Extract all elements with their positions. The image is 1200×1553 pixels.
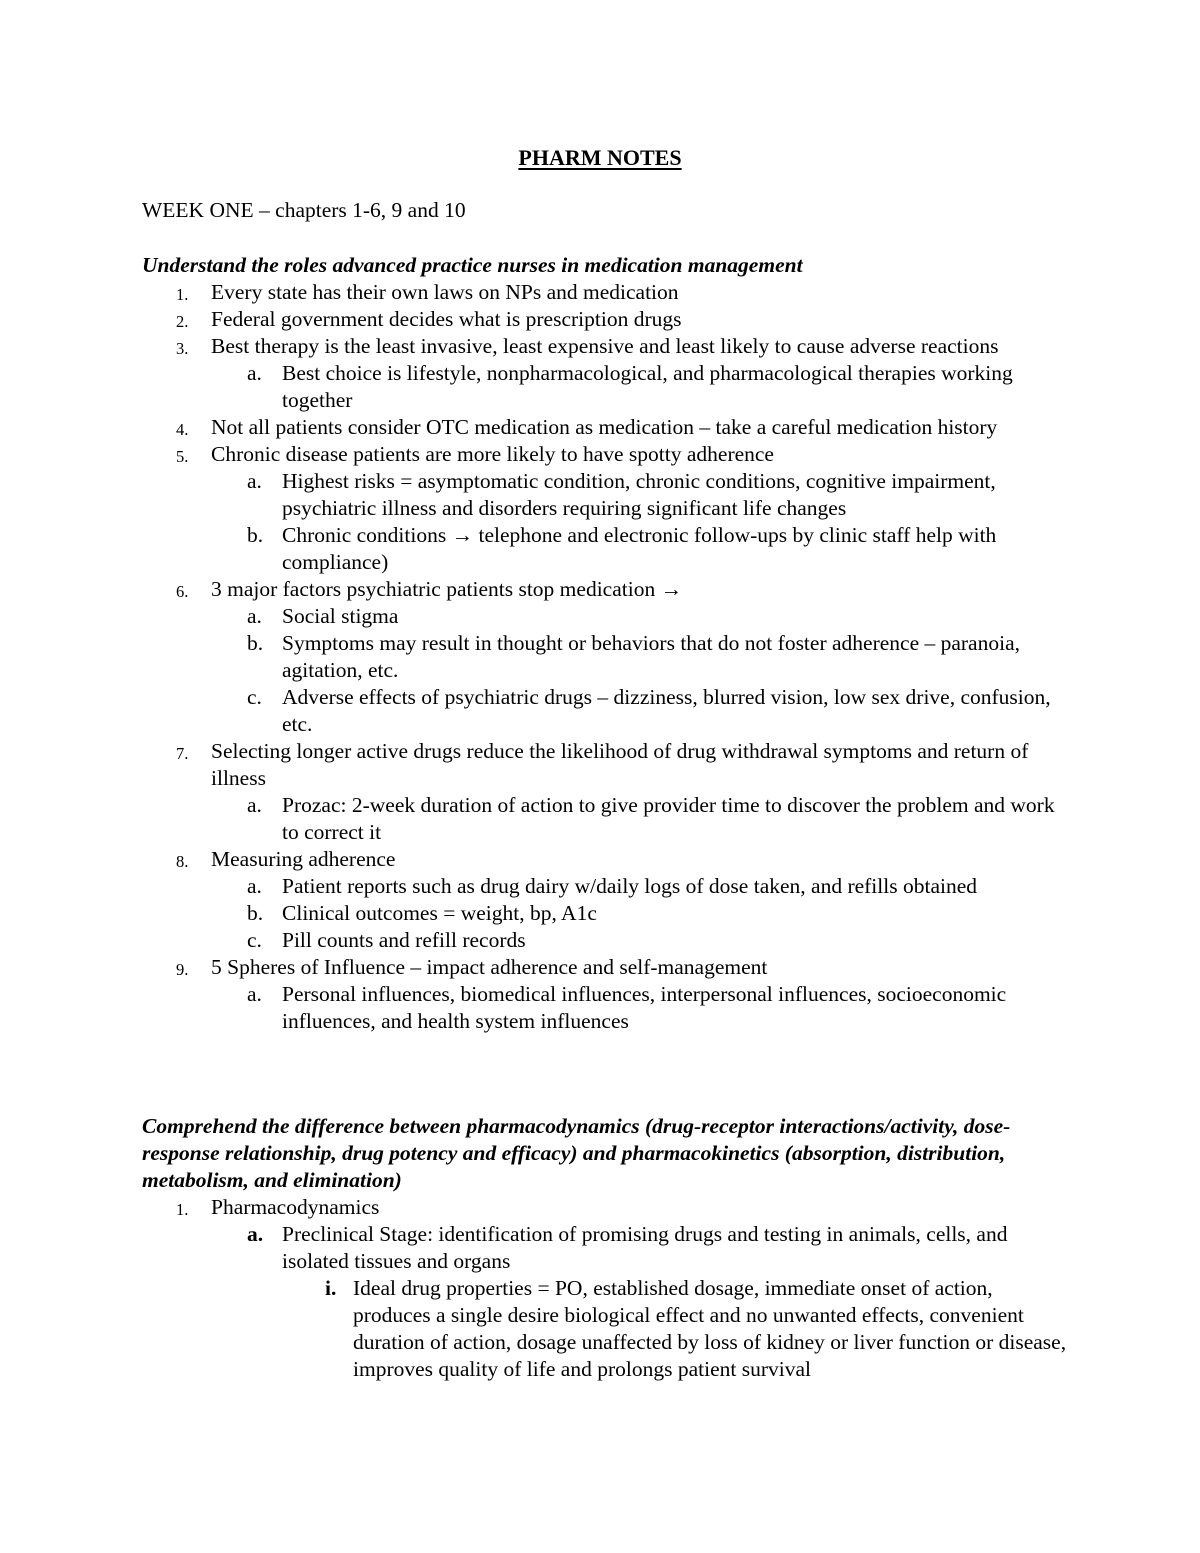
list-item-text: Not all patients consider OTC medication as medication – take a careful medication history <box>211 415 998 439</box>
list-marker: 2. <box>176 312 189 331</box>
sub-list-item <box>142 522 1072 576</box>
list-marker: c. <box>247 928 262 952</box>
list-item-text: Best therapy is the least invasive, least expensive and least likely to cause adverse reactions <box>211 334 999 358</box>
list-item-text: Pill counts and refill records <box>282 928 526 952</box>
list-item <box>142 333 1072 360</box>
list-item-text: Pharmacodynamics <box>211 1195 380 1219</box>
section-heading: Comprehend the difference between pharmacodynamics (drug-receptor interactions/activity, dose-response relationship, drug potency and efficacy) and pharmacokinetics (absorption, distribution, metabolism, and elimination) <box>142 1114 1011 1192</box>
list-marker: a. <box>247 361 262 385</box>
list-marker: a. <box>247 793 262 817</box>
list-item-text: Prozac: 2-week duration of action to give provider time to discover the problem and work to correct it <box>282 793 1055 844</box>
list-item-text: Best choice is lifestyle, nonpharmacological, and pharmacological therapies working together <box>282 361 1013 412</box>
section-heading: Understand the roles advanced practice nurses in medication management <box>142 253 803 277</box>
section-roles <box>142 252 1072 1035</box>
list-marker: c. <box>247 685 262 709</box>
sub-list-item <box>142 468 1072 522</box>
list-item <box>142 306 1072 333</box>
sub-list-item <box>142 873 1072 900</box>
sub-list-item <box>142 792 1072 846</box>
list-item-text: Ideal drug properties = PO, established dosage, immediate onset of action, produces a single desire biological effect and no unwanted effects, convenient duration of action, dosage unaffected by loss of kidney or liver function or disease, improves quality of life and prolongs patient survival <box>353 1276 1067 1381</box>
list-marker: a. <box>247 1222 264 1246</box>
document-title: PHARM NOTES <box>518 145 682 170</box>
list-marker: 3. <box>176 339 189 358</box>
list-marker: b. <box>247 523 264 547</box>
list-marker: b. <box>247 901 264 925</box>
list-item <box>142 441 1072 468</box>
list-marker: 9. <box>176 960 189 979</box>
list-marker: 7. <box>176 744 189 763</box>
list-marker: 1. <box>176 285 189 304</box>
sub-list-item <box>142 630 1072 684</box>
list-marker: 1. <box>176 1200 189 1219</box>
list-item-text: Every state has their own laws on NPs and medication <box>211 280 679 304</box>
list-marker: 5. <box>176 447 189 466</box>
list-marker: a. <box>247 982 262 1006</box>
sub-list-item <box>142 1221 1072 1275</box>
list-marker: a. <box>247 469 262 493</box>
sub-list-item <box>142 981 1072 1035</box>
list-marker: i. <box>325 1276 337 1300</box>
list-item <box>142 846 1072 873</box>
numbered-list <box>142 1194 1072 1383</box>
list-item-text: Selecting longer active drugs reduce the likelihood of drug withdrawal symptoms and return of illness <box>211 739 1029 790</box>
list-item <box>142 1194 1072 1221</box>
sub-list-item <box>142 360 1072 414</box>
list-marker: a. <box>247 874 262 898</box>
sub-list-item <box>142 927 1072 954</box>
list-item-text: Adverse effects of psychiatric drugs – dizziness, blurred vision, low sex drive, confusion, etc. <box>282 685 1051 736</box>
list-item-text: Personal influences, biomedical influences, interpersonal influences, socioeconomic influences, and health system influences <box>282 982 1007 1033</box>
list-item <box>142 954 1072 981</box>
list-item <box>142 738 1072 792</box>
list-item-text: 3 major factors psychiatric patients stop medication → <box>211 577 683 601</box>
list-item-text: Clinical outcomes = weight, bp, A1c <box>282 901 597 925</box>
list-item-text: Chronic conditions → telephone and electronic follow-ups by clinic staff help with compliance) <box>282 523 997 574</box>
list-item-text: Preclinical Stage: identification of promising drugs and testing in animals, cells, and isolated tissues and organs <box>282 1222 1008 1273</box>
list-item-text: 5 Spheres of Influence – impact adherence and self-management <box>211 955 768 979</box>
sub-list-item <box>142 684 1072 738</box>
list-item-text: Patient reports such as drug dairy w/daily logs of dose taken, and refills obtained <box>282 874 978 898</box>
list-item <box>142 576 1072 603</box>
list-marker: b. <box>247 631 264 655</box>
sub-list-item <box>142 900 1072 927</box>
list-item-text: Federal government decides what is prescription drugs <box>211 307 682 331</box>
list-marker: a. <box>247 604 262 628</box>
list-item-text: Measuring adherence <box>211 847 396 871</box>
section-pharmacology <box>142 1113 1072 1383</box>
sub-sub-list-item <box>142 1275 1072 1383</box>
document-subtitle: WEEK ONE – chapters 1-6, 9 and 10 <box>142 198 466 222</box>
list-marker: 4. <box>176 420 189 439</box>
list-item-text: Chronic disease patients are more likely to have spotty adherence <box>211 442 774 466</box>
list-item-text: Highest risks = asymptomatic condition, chronic conditions, cognitive impairment, psychiatric illness and disorders requiring significant life changes <box>282 469 996 520</box>
list-item-text: Social stigma <box>282 604 399 628</box>
list-item-text: Symptoms may result in thought or behaviors that do not foster adherence – paranoia, agitation, etc. <box>282 631 1020 682</box>
list-item <box>142 279 1072 306</box>
list-item <box>142 414 1072 441</box>
list-marker: 6. <box>176 582 189 601</box>
numbered-list <box>142 279 1072 1035</box>
list-marker: 8. <box>176 852 189 871</box>
sub-list-item <box>142 603 1072 630</box>
